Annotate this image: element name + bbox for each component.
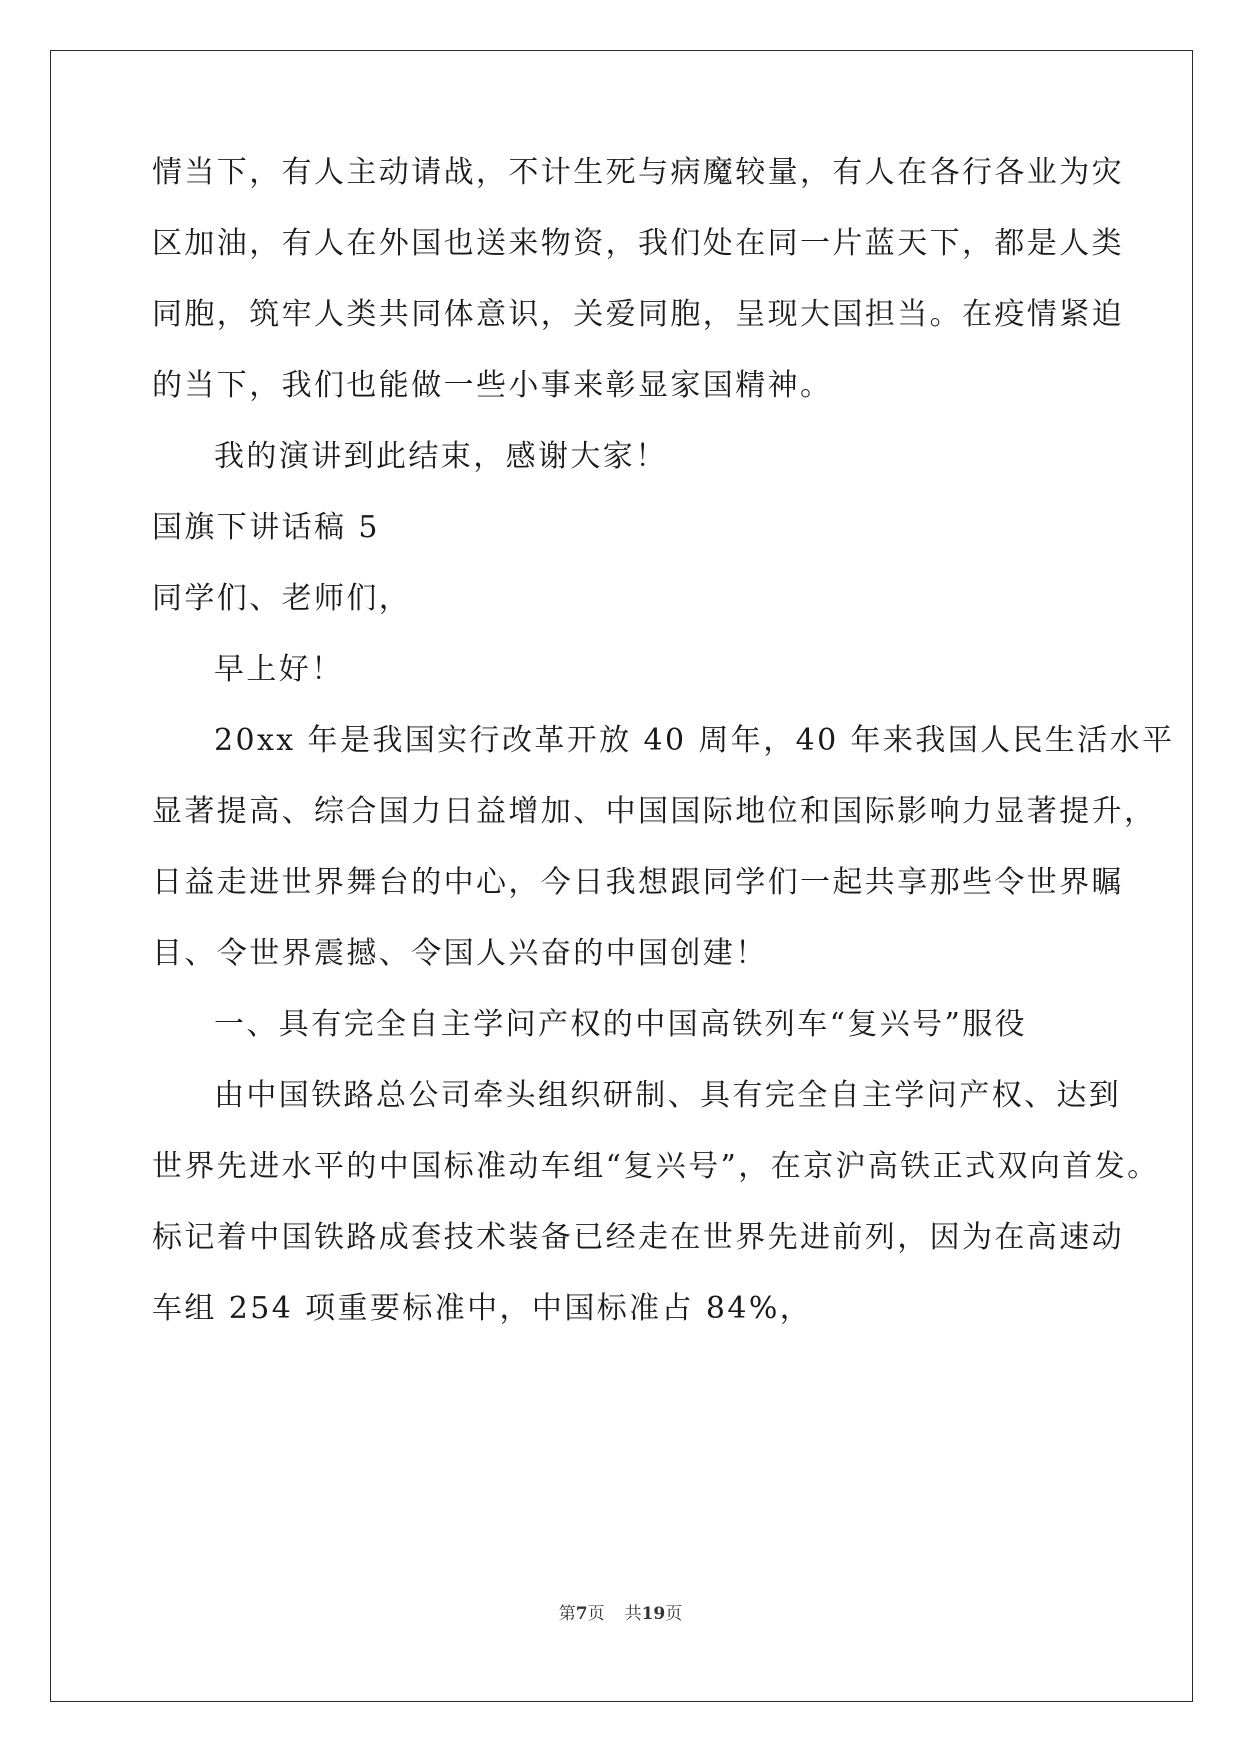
text-line: 情当下，有人主动请战，不计生死与病魔较量，有人在各行各业为灾 (152, 155, 1124, 190)
page-footer (0, 1602, 1241, 1626)
text-line: 标记着中国铁路成套技术装备已经走在世界先进前列，因为在高速动 (152, 1220, 1124, 1255)
section-heading: 国旗下讲话稿 5 (152, 510, 380, 545)
greeting: 早上好！ (214, 652, 344, 687)
text-line: 的当下，我们也能做一些小事来彰显家国精神。 (152, 368, 833, 403)
text-line: 我的演讲到此结束，感谢大家！ (214, 439, 668, 474)
text-line: 目、令世界震撼、令国人兴奋的中国创建！ (152, 936, 768, 971)
page-prefix: 第 (558, 1604, 576, 1624)
text-line: 区加油，有人在外国也送来物资，我们处在同一片蓝天下，都是人类 (152, 226, 1124, 261)
text-line: 同胞，筑牢人类共同体意识，关爱同胞，呈现大国担当。在疫情紧迫 (152, 297, 1124, 332)
salutation: 同学们、老师们， (152, 581, 412, 616)
text-line: 日益走进世界舞台的中心，今日我想跟同学们一起共享那些令世界瞩 (152, 865, 1124, 900)
text-line: 世界先进水平的中国标准动车组“复兴号”，在京沪高铁正式双向首发。 (152, 1149, 1160, 1184)
page-current: 7 (575, 1604, 588, 1624)
text-line: 由中国铁路总公司牵头组织研制、具有完全自主学问产权、达到 (214, 1078, 1122, 1113)
total-prefix: 共 (624, 1604, 642, 1624)
text-line: 显著提高、综合国力日益增加、中国国际地位和国际影响力显著提升， (152, 794, 1157, 829)
total-suffix: 页 (665, 1604, 683, 1624)
subheading: 一、具有完全自主学问产权的中国高铁列车“复兴号”服役 (214, 1007, 1028, 1042)
text-line: 车组 254 项重要标准中，中国标准占 84%， (152, 1291, 813, 1326)
page-total: 19 (641, 1604, 666, 1624)
page-suffix: 页 (587, 1604, 605, 1624)
text-line: 20xx 年是我国实行改革开放 40 周年，40 年来我国人民生活水平 (214, 723, 1175, 758)
